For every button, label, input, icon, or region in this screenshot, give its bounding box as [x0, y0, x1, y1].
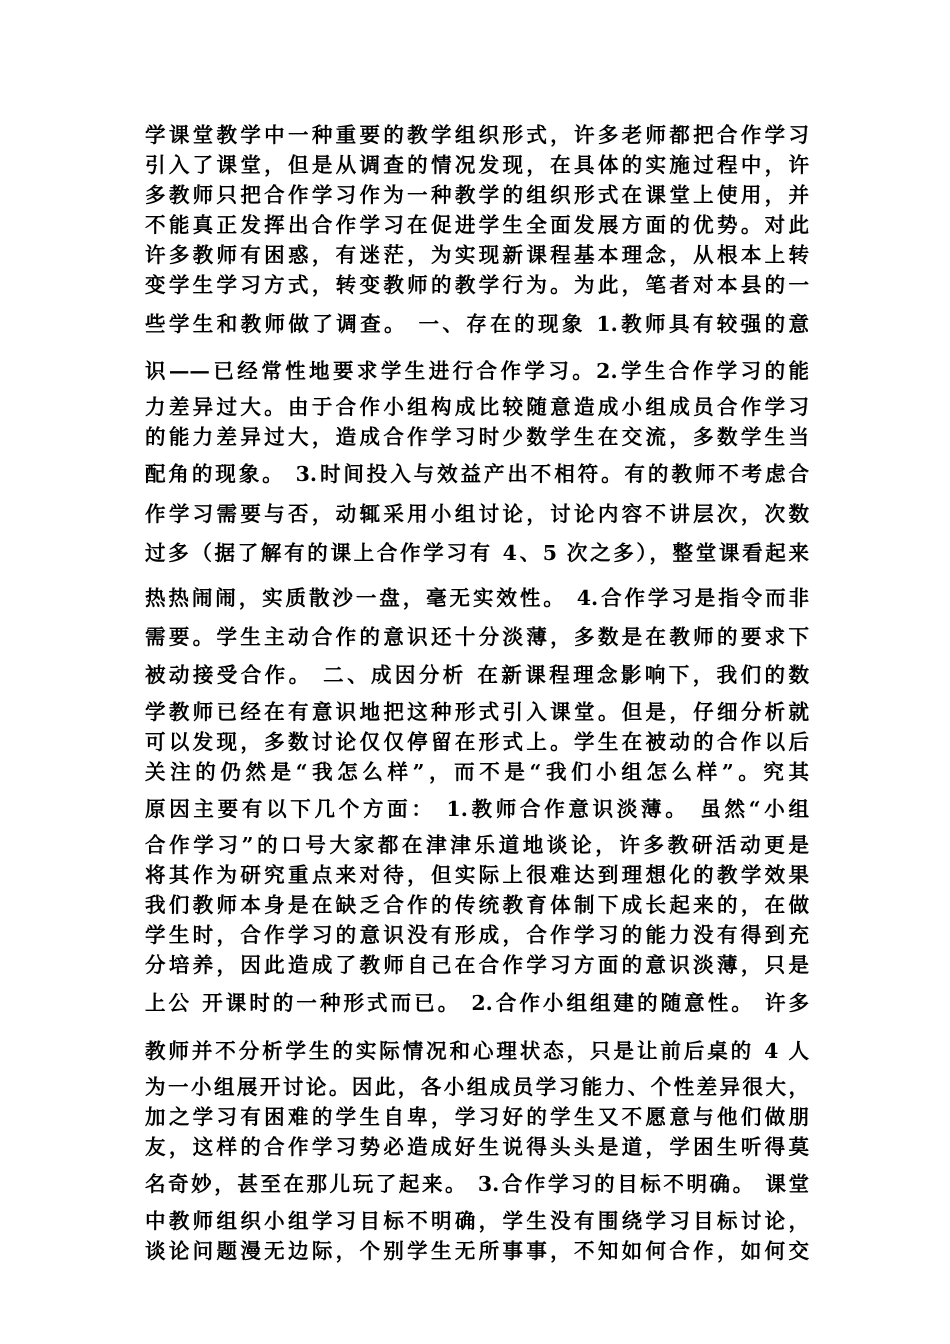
text-line: 的能力差异过大，造成合作学习时少数学生在交流，多数学生当 [145, 425, 809, 449]
text-line: 许多教师有困惑，有迷茫，为实现新课程基本理念，从根本上转 [145, 243, 809, 267]
text-line: 学教师已经在有意识地把这种形式引入课堂。但是，仔细分析就 [145, 700, 809, 724]
text-line: 友，这样的合作学习势必造成好生说得头头是道，学困生听得莫 [145, 1135, 809, 1159]
text-line: 学生时，合作学习的意识没有形成，合作学习的能力没有得到充 [145, 923, 809, 947]
text-line: 作学习需要与否，动辄采用小组讨论，讨论内容不讲层次，次数 [145, 502, 809, 526]
text-line: 名奇妙，甚至在那儿玩了起来。 3.合作学习的目标不明确。 课堂 [145, 1172, 809, 1196]
text-line: 将其作为研究重点来对待，但实际上很难达到理想化的教学效果 [145, 863, 809, 887]
text-line: 不能真正发挥出合作学习在促进学生全面发展方面的优势。对此 [145, 213, 809, 237]
text-line: 多教师只把合作学习作为一种教学的组织形式在课堂上使用，并 [145, 183, 809, 207]
text-line: 学课堂教学中一种重要的教学组织形式，许多老师都把合作学习 [145, 123, 809, 147]
text-line: 合作学习”的口号大家都在津津乐道地谈论，许多教研活动更是 [145, 833, 809, 857]
text-line: 力差异过大。由于合作小组构成比较随意造成小组成员合作学习 [145, 395, 809, 419]
text-line: 上公 开课时的一种形式而已。 2.合作小组组建的随意性。 许多 [145, 991, 809, 1015]
text-line: 变学生学习方式，转变教师的教学行为。为此，笔者对本县的一 [145, 273, 809, 297]
text-line: 加之学习有困难的学生自卑，学习好的学生又不愿意与他们做朋 [145, 1105, 809, 1129]
text-line: 谈论问题漫无边际，个别学生无所事事，不知如何合作，如何交 [145, 1239, 809, 1263]
text-line: 我们教师本身是在缺乏合作的传统教育体制下成长起来的，在做 [145, 893, 809, 917]
text-line: 识——已经常性地要求学生进行合作学习。2.学生合作学习的能 [145, 359, 809, 383]
text-line: 可以发现，多数讨论仅仅停留在形式上。学生在被动的合作以后 [145, 730, 809, 754]
text-line: 引入了课堂，但是从调查的情况发现，在具体的实施过程中，许 [145, 153, 809, 177]
text-line: 教师并不分析学生的实际情况和心理状态，只是让前后桌的 4 人 [145, 1039, 809, 1063]
text-line: 过多（据了解有的课上合作学习有 4、5 次之多），整堂课看起来 [145, 541, 809, 565]
text-line: 关注的仍然是“我怎么样”，而不是“我们小组怎么样”。究其 [145, 760, 809, 784]
text-line: 中教师组织小组学习目标不明确，学生没有围绕学习目标讨论， [145, 1209, 809, 1233]
text-line: 热热闹闹，实质散沙一盘，毫无实效性。 4.合作学习是指令而非 [145, 586, 809, 610]
text-line: 配角的现象。 3.时间投入与效益产出不相符。有的教师不考虑合 [145, 462, 809, 486]
text-line: 原因主要有以下几个方面： 1.教师合作意识淡薄。 虽然“小组 [145, 797, 809, 821]
text-line: 需要。学生主动合作的意识还十分淡薄，多数是在教师的要求下 [145, 625, 809, 649]
text-line: 为一小组展开讨论。因此，各小组成员学习能力、个性差异很大， [145, 1075, 809, 1099]
text-line: 些学生和教师做了调查。 一、存在的现象 1.教师具有较强的意 [145, 312, 809, 336]
text-line: 被动接受合作。 二、成因分析 在新课程理念影响下，我们的数 [145, 663, 809, 687]
text-line: 分培养，因此造成了教师自己在合作学习方面的意识淡薄，只是 [145, 953, 809, 977]
